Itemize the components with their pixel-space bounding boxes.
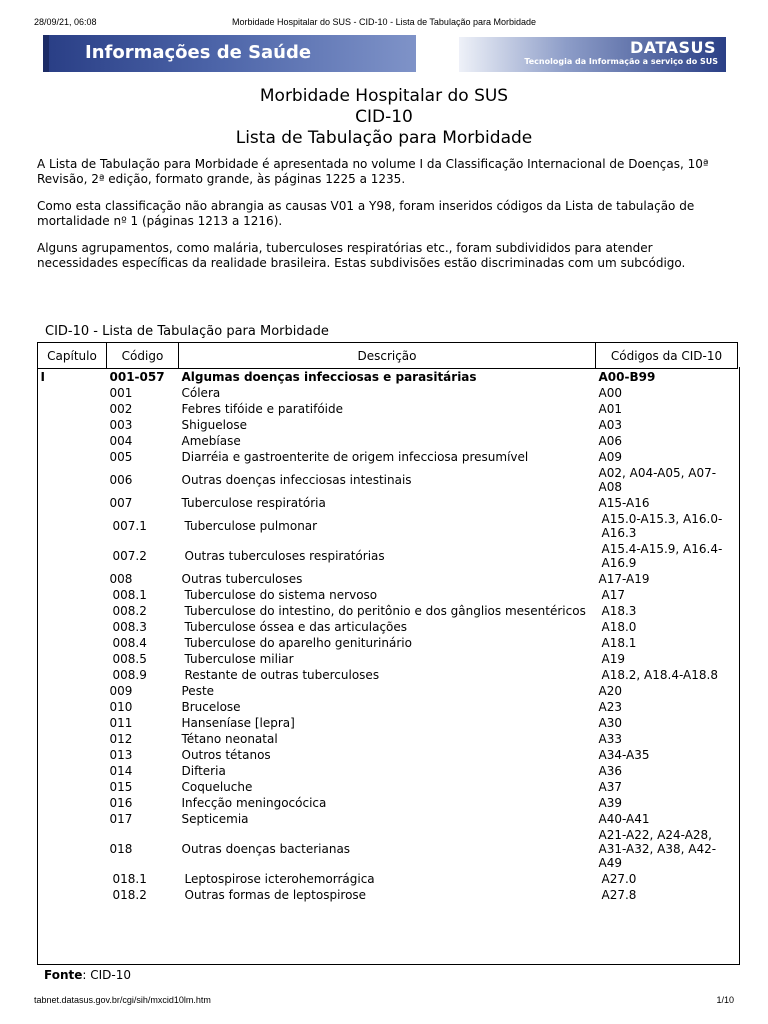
row-capitulo [38, 827, 107, 871]
row-capitulo [38, 779, 107, 795]
row-descricao: Tuberculose do sistema nervoso [184, 588, 378, 602]
row-descricao: Hanseníase [lepra] [181, 716, 295, 730]
row-descricao: Outros tétanos [181, 748, 271, 762]
row-descricao: Septicemia [181, 812, 249, 826]
table-row [38, 811, 738, 827]
row-codigo: 018.2 [112, 888, 147, 902]
row-codigos-cid: A17 [601, 588, 625, 602]
row-codigos-cid: A27.0 [601, 872, 637, 886]
row-codigos-cid: A03 [598, 418, 622, 432]
row-codigo: 015 [109, 780, 133, 794]
row-descricao: Tuberculose do aparelho geniturinário [184, 636, 412, 650]
row-capitulo [38, 887, 107, 903]
row-capitulo [38, 763, 107, 779]
print-header [34, 17, 734, 29]
row-codigo: 009 [109, 684, 133, 698]
row-codigo: 016 [109, 796, 133, 810]
row-capitulo [38, 401, 107, 417]
table-row [38, 827, 738, 871]
row-codigo: 001-057 [109, 370, 165, 384]
row-descricao: Outras tuberculoses [181, 572, 303, 586]
print-title: Morbidade Hospitalar do SUS - CID-10 - Lista de Tabulação para Morbidade [232, 17, 536, 27]
row-codigo: 008.2 [112, 604, 147, 618]
row-codigo: 003 [109, 418, 133, 432]
row-descricao: Outras tuberculoses respiratórias [184, 549, 385, 563]
row-descricao: Peste [181, 684, 215, 698]
table-row [38, 417, 738, 433]
row-capitulo [38, 747, 107, 763]
row-descricao: Amebíase [181, 434, 241, 448]
table-row [38, 541, 738, 571]
table-row [38, 495, 738, 511]
table-row [38, 667, 738, 683]
row-descricao: Outras formas de leptospirose [184, 888, 367, 902]
row-capitulo [38, 495, 107, 511]
table-row [38, 763, 738, 779]
table-row [38, 465, 738, 495]
table-row [38, 571, 738, 587]
row-capitulo [38, 795, 107, 811]
row-capitulo [38, 541, 107, 571]
row-codigos-cid: A39 [598, 796, 622, 810]
row-capitulo [38, 715, 107, 731]
table-row [38, 385, 738, 401]
table-row [38, 603, 738, 619]
row-descricao: Cólera [181, 386, 221, 400]
row-codigo: 008.4 [112, 636, 147, 650]
row-codigos-cid: A30 [598, 716, 622, 730]
table-row [38, 779, 738, 795]
print-page-number: 1/10 [716, 995, 734, 1005]
row-capitulo [38, 587, 107, 603]
row-codigo: 011 [109, 716, 133, 730]
table-row [38, 871, 738, 887]
intro-text [37, 157, 737, 283]
datasus-logo[interactable] [459, 37, 726, 72]
source-label: Fonte [44, 968, 83, 982]
row-codigo: 008.3 [112, 620, 147, 634]
row-capitulo [38, 571, 107, 587]
row-codigos-cid: A00-B99 [598, 370, 656, 384]
table-caption: CID-10 - Lista de Tabulação para Morbidade [45, 324, 329, 339]
table-row [38, 795, 738, 811]
row-codigo: 006 [109, 473, 133, 487]
source-value: : CID-10 [82, 968, 131, 982]
row-capitulo [38, 465, 107, 495]
row-capitulo [38, 811, 107, 827]
banner-informacoes[interactable] [43, 35, 416, 72]
row-codigo: 014 [109, 764, 133, 778]
datasus-logo-text: DATASUS [629, 38, 716, 57]
row-descricao: Leptospirose icterohemorrágica [184, 872, 375, 886]
row-capitulo [38, 619, 107, 635]
row-codigo: 007.2 [112, 549, 147, 563]
row-codigo: 008.5 [112, 652, 147, 666]
row-descricao: Tuberculose miliar [184, 652, 294, 666]
table-row [38, 747, 738, 763]
row-descricao: Brucelose [181, 700, 241, 714]
banner-title: Informações de Saúde [85, 42, 312, 63]
table-row [38, 369, 738, 386]
table-row [38, 401, 738, 417]
table-row [38, 715, 738, 731]
row-capitulo [38, 699, 107, 715]
row-codigos-cid: A15.0-A15.3, A16.0-A16.3 [601, 512, 723, 540]
row-codigos-cid: A18.2, A18.4-A18.8 [601, 668, 718, 682]
table-row [38, 587, 738, 603]
row-descricao: Tuberculose respiratória [181, 496, 326, 510]
row-descricao: Tétano neonatal [181, 732, 278, 746]
row-codigos-cid: A40-A41 [598, 812, 650, 826]
row-codigo: 007 [109, 496, 133, 510]
row-codigo: 008 [109, 572, 133, 586]
row-codigos-cid: A15-A16 [598, 496, 650, 510]
row-capitulo [38, 511, 107, 541]
row-capitulo [38, 683, 107, 699]
row-codigos-cid: A01 [598, 402, 622, 416]
row-descricao: Febres tifóide e paratifóide [181, 402, 344, 416]
row-codigos-cid: A23 [598, 700, 622, 714]
row-codigos-cid: A17-A19 [598, 572, 650, 586]
row-codigos-cid: A18.1 [601, 636, 637, 650]
row-codigos-cid: A00 [598, 386, 622, 400]
row-codigo: 004 [109, 434, 133, 448]
row-descricao: Difteria [181, 764, 226, 778]
table-row [38, 699, 738, 715]
row-codigos-cid: A09 [598, 450, 622, 464]
row-codigos-cid: A18.0 [601, 620, 637, 634]
table-row [38, 651, 738, 667]
header-descricao: Descrição [179, 343, 596, 369]
row-codigo: 007.1 [112, 519, 147, 533]
row-codigos-cid: A15.4-A15.9, A16.4-A16.9 [601, 542, 723, 570]
row-capitulo [38, 731, 107, 747]
print-url: tabnet.datasus.gov.br/cgi/sih/mxcid10lm.htm [34, 995, 211, 1005]
row-codigos-cid: A02, A04-A05, A07-A08 [598, 466, 717, 494]
datasus-tagline: Tecnologia da Informação a serviço do SUS [524, 57, 718, 66]
row-capitulo [38, 871, 107, 887]
source-note [44, 968, 131, 982]
page-title: Morbidade Hospitalar do SUS [259, 86, 509, 106]
row-codigo: 010 [109, 700, 133, 714]
row-codigo: 012 [109, 732, 133, 746]
row-descricao: Algumas doenças infecciosas e parasitárias [181, 370, 477, 384]
row-capitulo [38, 635, 107, 651]
row-descricao: Infecção meningocócica [181, 796, 327, 810]
row-codigo: 005 [109, 450, 133, 464]
table-row [38, 731, 738, 747]
table-row [38, 511, 738, 541]
cid-table [37, 342, 738, 903]
row-codigos-cid: A18.3 [601, 604, 637, 618]
table-body [38, 369, 738, 904]
row-capitulo [38, 385, 107, 401]
row-codigo: 008.1 [112, 588, 147, 602]
row-codigos-cid: A21-A22, A24-A28, A31-A32, A38, A42-A49 [598, 828, 717, 870]
row-codigo: 018.1 [112, 872, 147, 886]
table-row [38, 449, 738, 465]
intro-paragraph-2: Como esta classificação não abrangia as causas V01 a Y98, foram inseridos códigos da Lista de tabulação de mortalidade nº 1 (páginas 1213 a 1216). [37, 199, 695, 228]
row-codigos-cid: A33 [598, 732, 622, 746]
page-titles [0, 86, 768, 149]
row-capitulo [38, 667, 107, 683]
row-capitulo [38, 417, 107, 433]
table-row [38, 635, 738, 651]
row-descricao: Restante de outras tuberculoses [184, 668, 380, 682]
row-codigos-cid: A34-A35 [598, 748, 650, 762]
header-codigo: Código [107, 343, 179, 369]
row-descricao: Diarréia e gastroenterite de origem infecciosa presumível [181, 450, 529, 464]
table-row [38, 433, 738, 449]
row-capitulo: I [40, 370, 45, 384]
row-codigos-cid: A19 [601, 652, 625, 666]
row-descricao: Shiguelose [181, 418, 247, 432]
print-date: 28/09/21, 06:08 [34, 17, 97, 27]
table-row [38, 683, 738, 699]
row-codigo: 002 [109, 402, 133, 416]
row-descricao: Tuberculose do intestino, do peritônio e dos gânglios mesentéricos [184, 604, 586, 618]
row-codigos-cid: A20 [598, 684, 622, 698]
header-codigos-cid: Códigos da CID-10 [596, 343, 738, 369]
row-codigo: 013 [109, 748, 133, 762]
row-descricao: Tuberculose óssea e das articulações [184, 620, 408, 634]
row-capitulo [38, 603, 107, 619]
row-codigos-cid: A27.8 [601, 888, 637, 902]
row-codigos-cid: A37 [598, 780, 622, 794]
row-codigos-cid: A06 [598, 434, 622, 448]
header-capitulo: Capítulo [38, 343, 107, 369]
row-codigo: 008.9 [112, 668, 147, 682]
row-codigo: 001 [109, 386, 133, 400]
row-codigos-cid: A36 [598, 764, 622, 778]
row-descricao: Tuberculose pulmonar [184, 519, 318, 533]
table-header-row [38, 343, 738, 369]
intro-paragraph-1: A Lista de Tabulação para Morbidade é apresentada no volume I da Classificação Internacional de Doenças, 10ª Revisão, 2ª edição, formato grande, às páginas 1225 a 1235. [37, 157, 709, 186]
table-row [38, 887, 738, 903]
intro-paragraph-3: Alguns agrupamentos, como malária, tuberculoses respiratórias etc., foram subdivididos para atender necessidades específicas da realidade brasileira. Estas subdivisões estão discriminadas com um subcódigo. [37, 241, 686, 270]
row-descricao: Outras doenças infecciosas intestinais [181, 473, 412, 487]
row-codigo: 018 [109, 842, 133, 856]
table-row [38, 619, 738, 635]
row-descricao: Outras doenças bacterianas [181, 842, 351, 856]
row-capitulo [38, 651, 107, 667]
row-descricao: Coqueluche [181, 780, 253, 794]
row-capitulo [38, 433, 107, 449]
page-subtitle-cid: CID-10 [355, 107, 413, 127]
page-subtitle-lista: Lista de Tabulação para Morbidade [235, 128, 533, 148]
row-capitulo [38, 449, 107, 465]
row-codigo: 017 [109, 812, 133, 826]
